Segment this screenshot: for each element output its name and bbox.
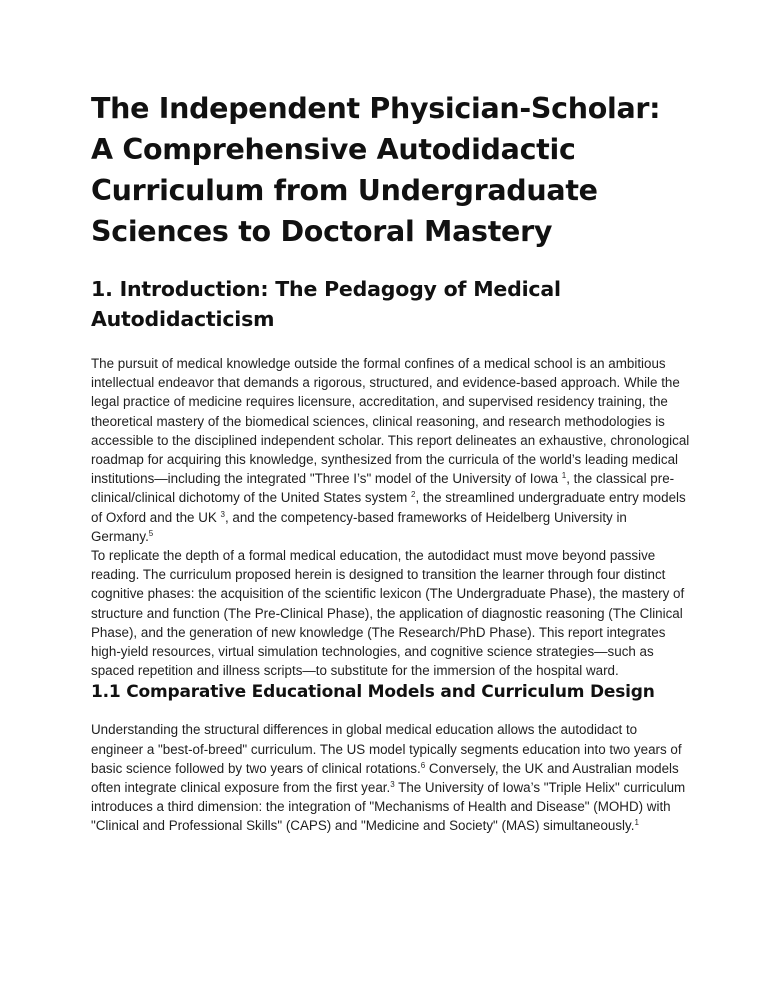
- section-heading-introduction: 1. Introduction: The Pedagogy of Medical Autodidacticism: [91, 277, 561, 331]
- footnote-ref[interactable]: 5: [148, 528, 154, 538]
- text-run: The pursuit of medical knowledge outside the formal confines of a medical school is an ambitious intellectual endeavor that demands a rigorous, structured, and evidence-based approach. While the legal practice of medicine requires licensure, accreditation, and supervised residency training, the theoretical mastery of the biomedical sciences, clinical reasoning, and research methodologies is accessible to the disciplined independent scholar. This report delineates an exhaustive, chronological roadmap for acquiring this knowledge, synthesized from the curricula of the world’s leading medical institutions—including the integrated "Three I’s" model of the University of Iowa: [91, 356, 690, 487]
- subsection-heading-comparative-models: 1.1 Comparative Educational Models and Curriculum Design: [91, 682, 655, 703]
- intro-paragraph-2: To replicate the depth of a formal medical education, the autodidact must move beyond passive reading. The curriculum proposed herein is designed to transition the learner through four distinct cognitive phases: the acquisition of the scientific lexicon (The Undergraduate Phase), the mastery of structure and function (The Pre-Clinical Phase), the application of diagnostic reasoning (The Clinical Phase), and the generation of new knowledge (The Research/PhD Phase). This report integrates high-yield resources, virtual simulation technologies, and cognitive science strategies—such as spaced repetition and illness scripts—to substitute for the immersion of the hospital ward.: [91, 548, 685, 679]
- footnote-ref[interactable]: 1: [561, 471, 567, 481]
- footnote-ref[interactable]: 1: [634, 818, 639, 828]
- text-run: Understanding the structural differences in global medical education allows the autodidact to engineer a "best-of-breed" curriculum. The US model typically segments education into two years of basic science followed by two years of clinical rotations.: [91, 722, 682, 776]
- footnote-ref[interactable]: 2: [411, 490, 416, 500]
- comparative-paragraph-1: [91, 720, 691, 835]
- text-run: , the streamlined undergraduate entry models of Oxford and the UK: [91, 490, 686, 525]
- document-page: [91, 88, 691, 836]
- footnote-ref[interactable]: 6: [420, 760, 426, 770]
- document-title: The Independent Physician-Scholar: A Comprehensive Autodidactic Curriculum from Undergraduate Sciences to Doctoral Mastery: [91, 92, 661, 248]
- text-run: , and the competency-based frameworks of Heidelberg University in Germany.: [91, 509, 627, 544]
- intro-paragraph-1: [91, 354, 691, 546]
- footnote-ref[interactable]: 3: [390, 780, 395, 790]
- text-run: Conversely, the UK and Australian models often integrate clinical exposure from the first year.: [91, 760, 679, 796]
- text-run: , the classical pre-clinical/clinical dichotomy of the United States system: [91, 471, 675, 506]
- footnote-ref[interactable]: 3: [220, 509, 225, 519]
- text-run: The University of Iowa’s "Triple Helix" curriculum introduces a third dimension: the integration of "Mechanisms of Health and Disease" (MOHD) with "Clinical and Professional Skills" (CAPS) and "Medicine and Society" (MAS) simultaneously.: [91, 780, 686, 834]
